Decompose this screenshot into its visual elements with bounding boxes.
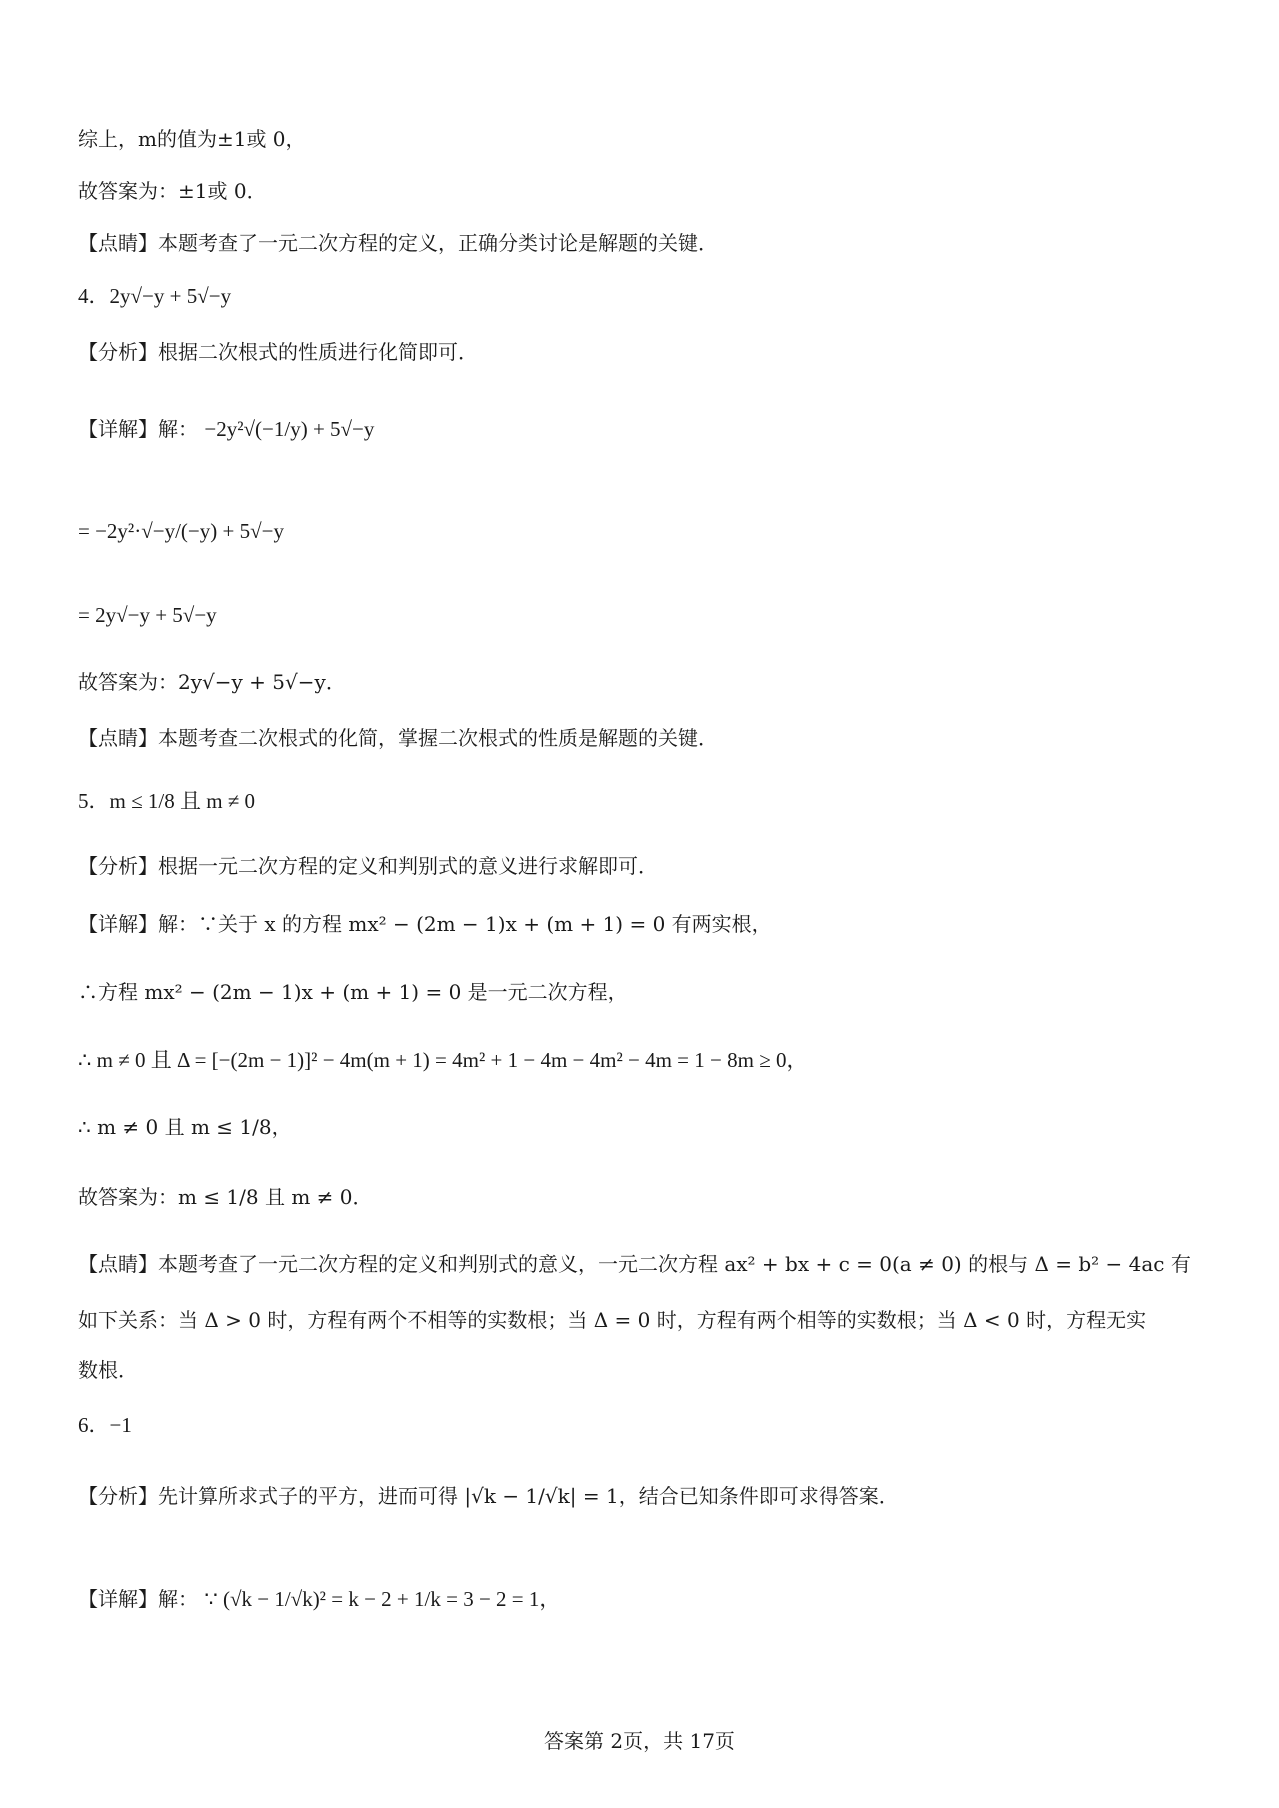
solution-line: 【详解】解：∵关于 x 的方程 mx² − (2m − 1)x + (m + 1) = 0 有两实根，: [78, 912, 772, 936]
comment-line: 【点睛】本题考查了一元二次方程的定义和判别式的意义，一元二次方程 ax² + bx + c = 0(a ≠ 0) 的根与 Δ = b² − 4ac 有: [78, 1252, 1191, 1276]
step-line: = 2y√−y + 5√−y: [78, 603, 217, 627]
comment-line: 数根．: [78, 1358, 138, 1382]
solution-line: [78, 415, 374, 443]
comment-line: 【点睛】本题考查二次根式的化简，掌握二次根式的性质是解题的关键．: [78, 726, 718, 750]
analysis-line: 【分析】先计算所求式子的平方，进而可得 |√k − 1/√k| = 1，结合已知条件即可求得答案．: [78, 1484, 899, 1508]
page-footer: 答案第 2页，共 17页: [544, 1729, 735, 1753]
analysis-line: 【分析】根据二次根式的性质进行化简即可．: [78, 340, 478, 364]
step-line: ∴ m ≠ 0 且 Δ = [−(2m − 1)]² − 4m(m + 1) = 4m² + 1 − 4m − 4m² − 4m = 1 − 8m ≥ 0，: [78, 1048, 808, 1072]
comment-line: 如下关系：当 Δ > 0 时，方程有两个不相等的实数根；当 Δ = 0 时，方程有两个相等的实数根；当 Δ < 0 时，方程无实: [78, 1308, 1147, 1332]
solution-label: 【详解】解：: [78, 1587, 198, 1611]
answer-line: 故答案为：m ≤ 1/8 且 m ≠ 0．: [78, 1185, 373, 1209]
solution-label: 【详解】解：: [78, 417, 198, 441]
solution-expression: ∵ (√k − 1/√k)² = k − 2 + 1/k = 3 − 2 = 1，: [204, 1587, 561, 1611]
comment-line: 【点睛】本题考查了一元二次方程的定义，正确分类讨论是解题的关键．: [78, 231, 718, 255]
conclusion-line: 综上，m的值为±1或 0，: [78, 127, 306, 151]
solution-line: [78, 1585, 560, 1613]
answer-line: 故答案为：±1或 0．: [78, 179, 267, 203]
question-6-answer: 6．−1: [78, 1413, 132, 1437]
solution-expression: −2y²√(−1/y) + 5√−y: [204, 417, 375, 441]
analysis-line: 【分析】根据一元二次方程的定义和判别式的意义进行求解即可．: [78, 854, 658, 878]
question-4-answer: 4．2y√−y + 5√−y: [78, 284, 232, 308]
step-line: ∴ m ≠ 0 且 m ≤ 1/8，: [78, 1115, 292, 1139]
question-5-answer: 5．m ≤ 1/8 且 m ≠ 0: [78, 789, 256, 813]
step-line: ∴方程 mx² − (2m − 1)x + (m + 1) = 0 是一元二次方程，: [78, 980, 628, 1004]
answer-line: 故答案为：2y√−y + 5√−y．: [78, 670, 346, 694]
step-line: = −2y²·√−y/(−y) + 5√−y: [78, 519, 284, 543]
